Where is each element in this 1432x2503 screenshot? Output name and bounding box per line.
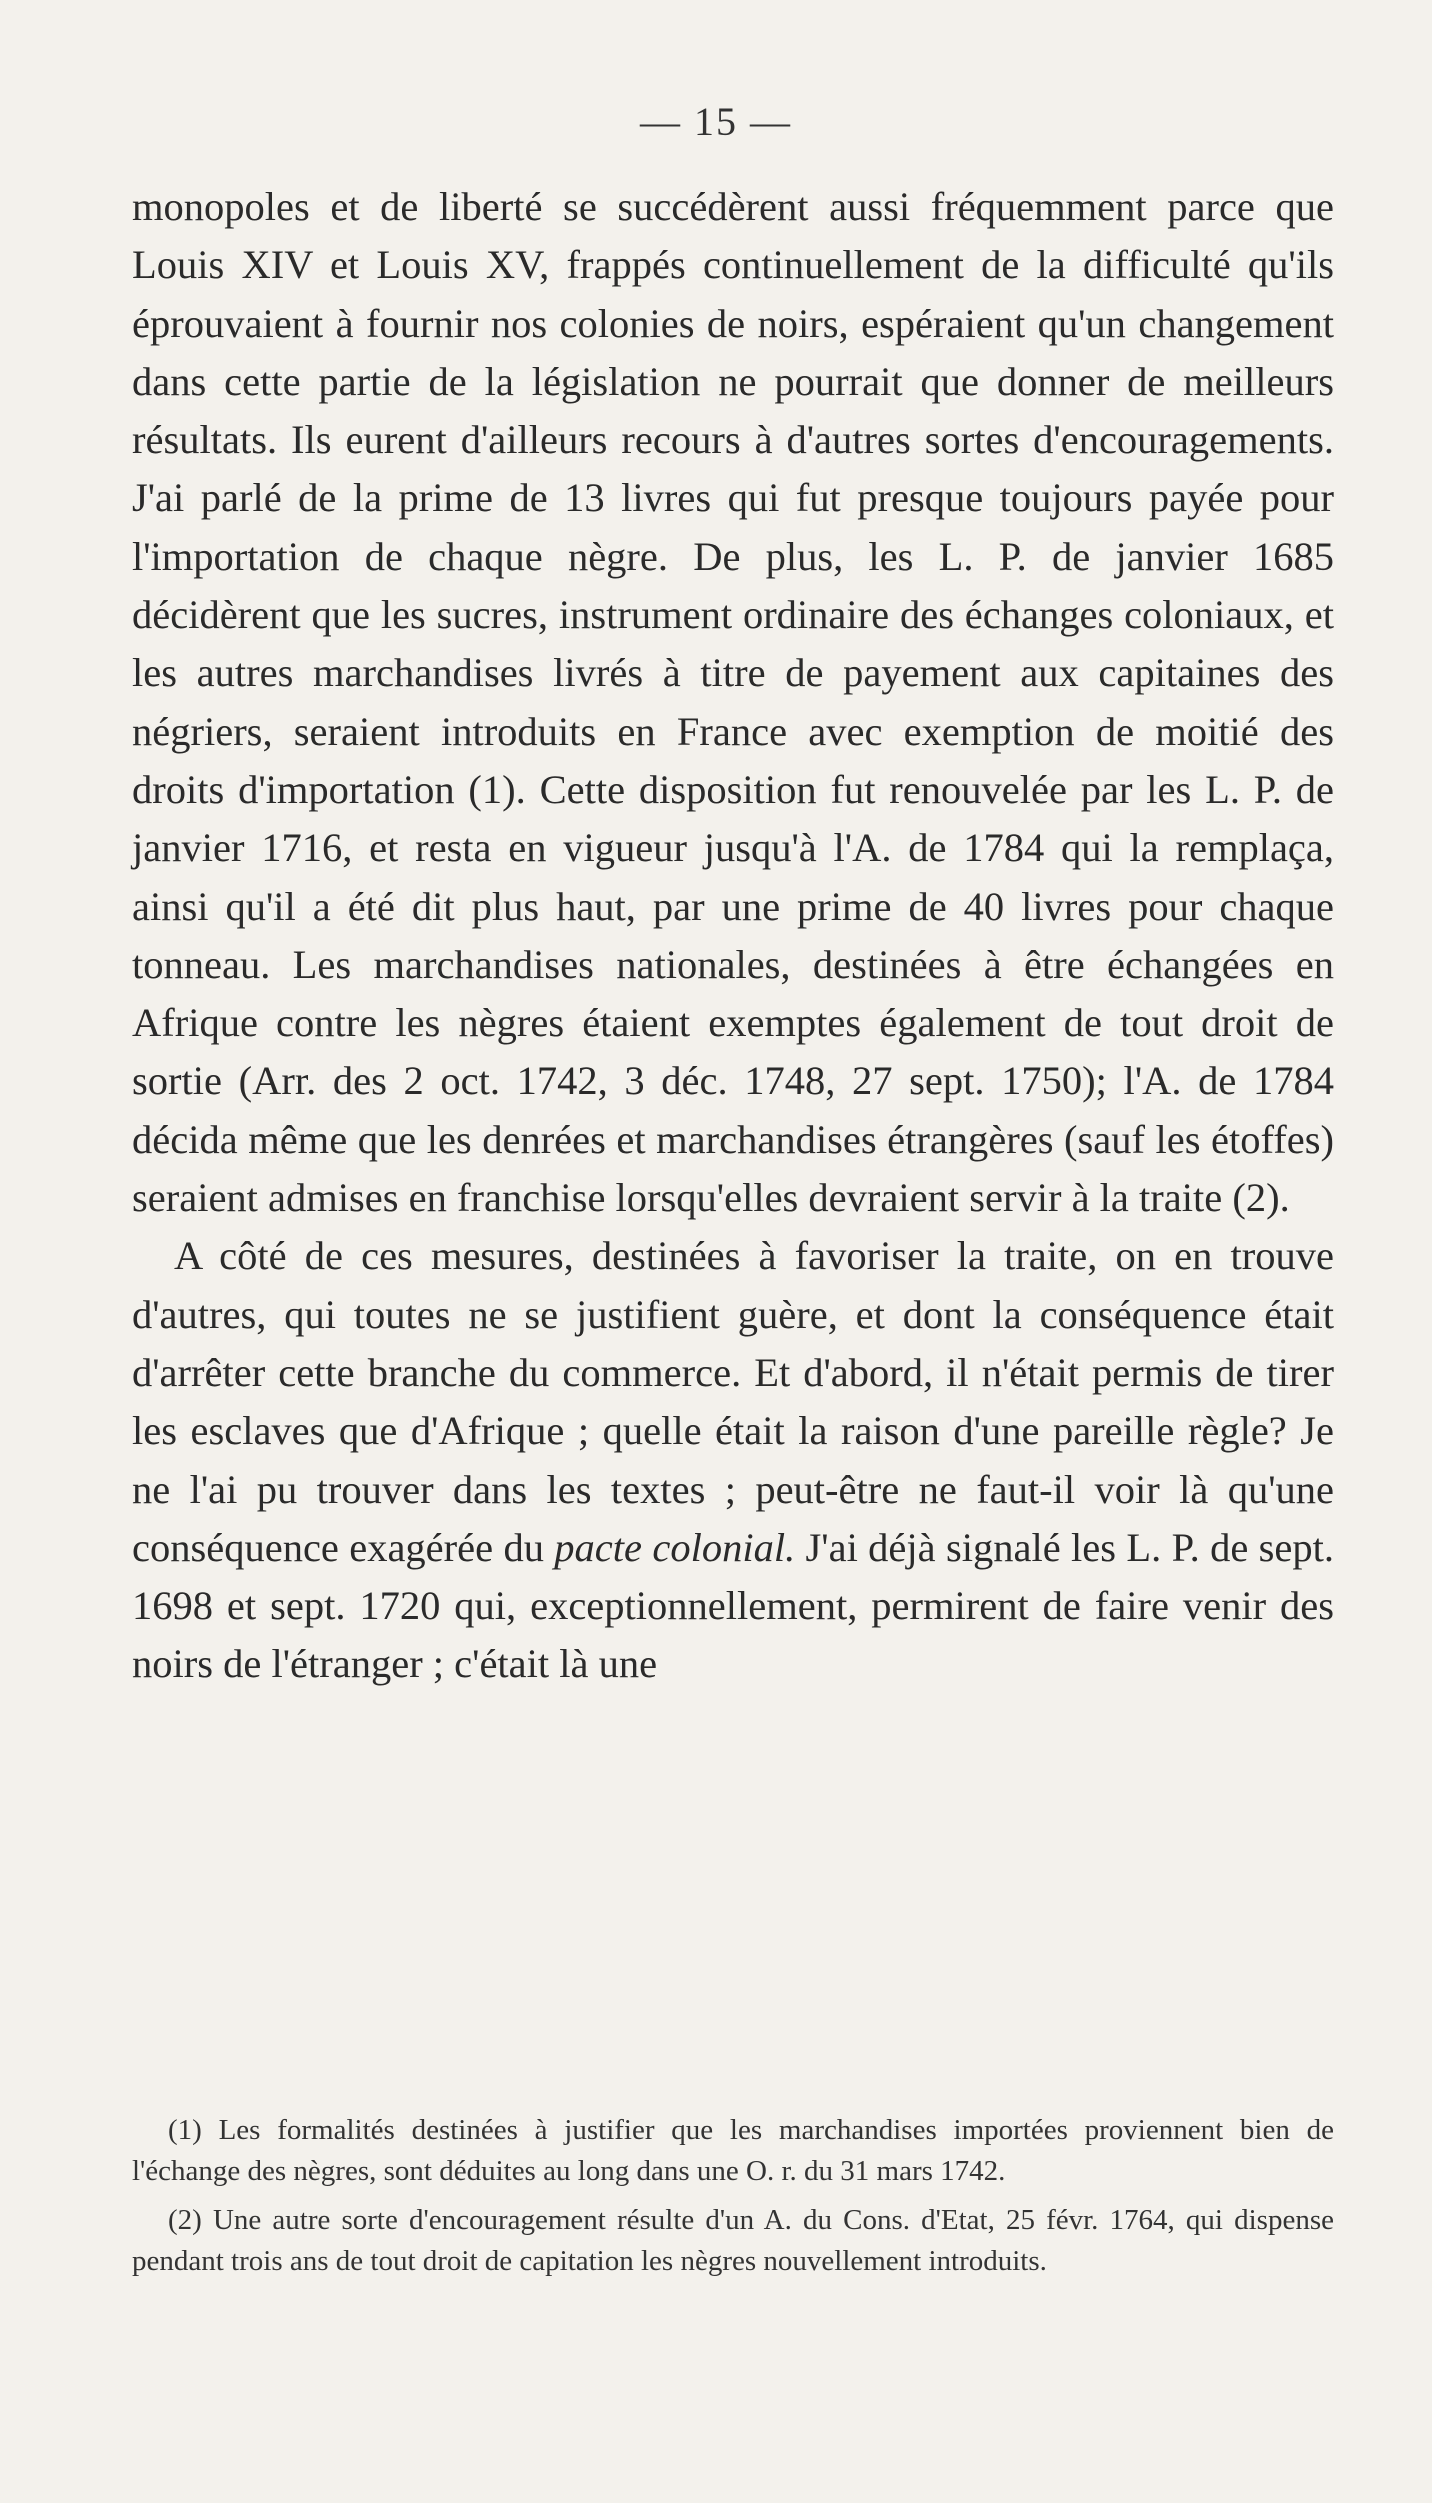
paragraph-1-text: monopoles et de liberté se succédèrent aussi fréquemment parce que Louis XIV et Louis XV, frappés continuellement de la difficulté qu'ils éprouvaient à fournir nos colonies de noirs, espéraient qu'un changement dans cette partie de la législation ne pourrait que donner de meilleurs résultats. Ils eurent d'ailleurs recours à d'autres sortes d'encouragements. J'ai parlé de la prime de 13 livres qui fut presque toujours payée pour l'importation de chaque nègre. De plus, les L. P. de janvier 1685 décidèrent que les sucres, instrument ordinaire des échanges coloniaux, et les autres marchandises livrés à titre de payement aux capitaines des négriers, seraient introduits en France avec exemption de moitié des droits d'importation (1). Cette disposition fut renouvelée par les L. P. de janvier 1716, et resta en vigueur jusqu'à l'A. de 1784 qui la remplaça, ainsi qu'il a été dit plus haut, par une prime de 40 livres pour chaque tonneau. Les marchandises nationales, destinées à être échangées en Afrique contre les nègres étaient exemptes également de tout droit de sortie (Arr. des 2 oct. 1742, 3 déc. 1748, 27 sept. 1750); l'A. de 1784 décida même que les denrées et marchandises étrangères (sauf les étoffes) seraient admises en franchise lorsqu'elles devraient servir à la traite (2). [132,184,1334,1221]
paragraph-1 [132,178,1334,1227]
paragraph-2-text-start: A côté de ces mesures, destinées à favoriser la traite, on en trouve d'autres, qui toutes ne se justifient guère, et dont la conséquence était d'arrêter cette branche du commerce. Et d'abord, il n'était permis de tirer les esclaves que d'Afrique ; quelle était la raison d'une pareille règle? Je ne l'ai pu trouver dans les textes ; peut-être ne faut-il voir là qu'une conséquence exagérée du [132,1233,1334,1570]
paragraph-2-text-end: J'ai déjà signalé les L. P. de sept. 1698 et sept. 1720 qui, exceptionnellement, permirent de faire venir des noirs de l'étranger ; c'était là une [132,1524,1335,1687]
footnotes [132,2110,1334,2290]
paragraph-2 [132,1227,1334,1693]
footnote-2: (2) Une autre sorte d'encouragement résulte d'un A. du Cons. d'Etat, 25 févr. 1764, qui dispense pendant trois ans de tout droit de capitation les nègres nouvellement introduits. [132,2204,1334,2277]
paragraph-2-italic-term: pacte colonial. [554,1524,796,1570]
footnote-1: (1) Les formalités destinées à justifier que les marchandises importées proviennent bien de l'échange des nègres, sont déduites au long dans une O. r. du 31 mars 1742. [132,2114,1334,2187]
main-text [132,178,1334,1694]
page-number: — 15 — [640,99,792,144]
